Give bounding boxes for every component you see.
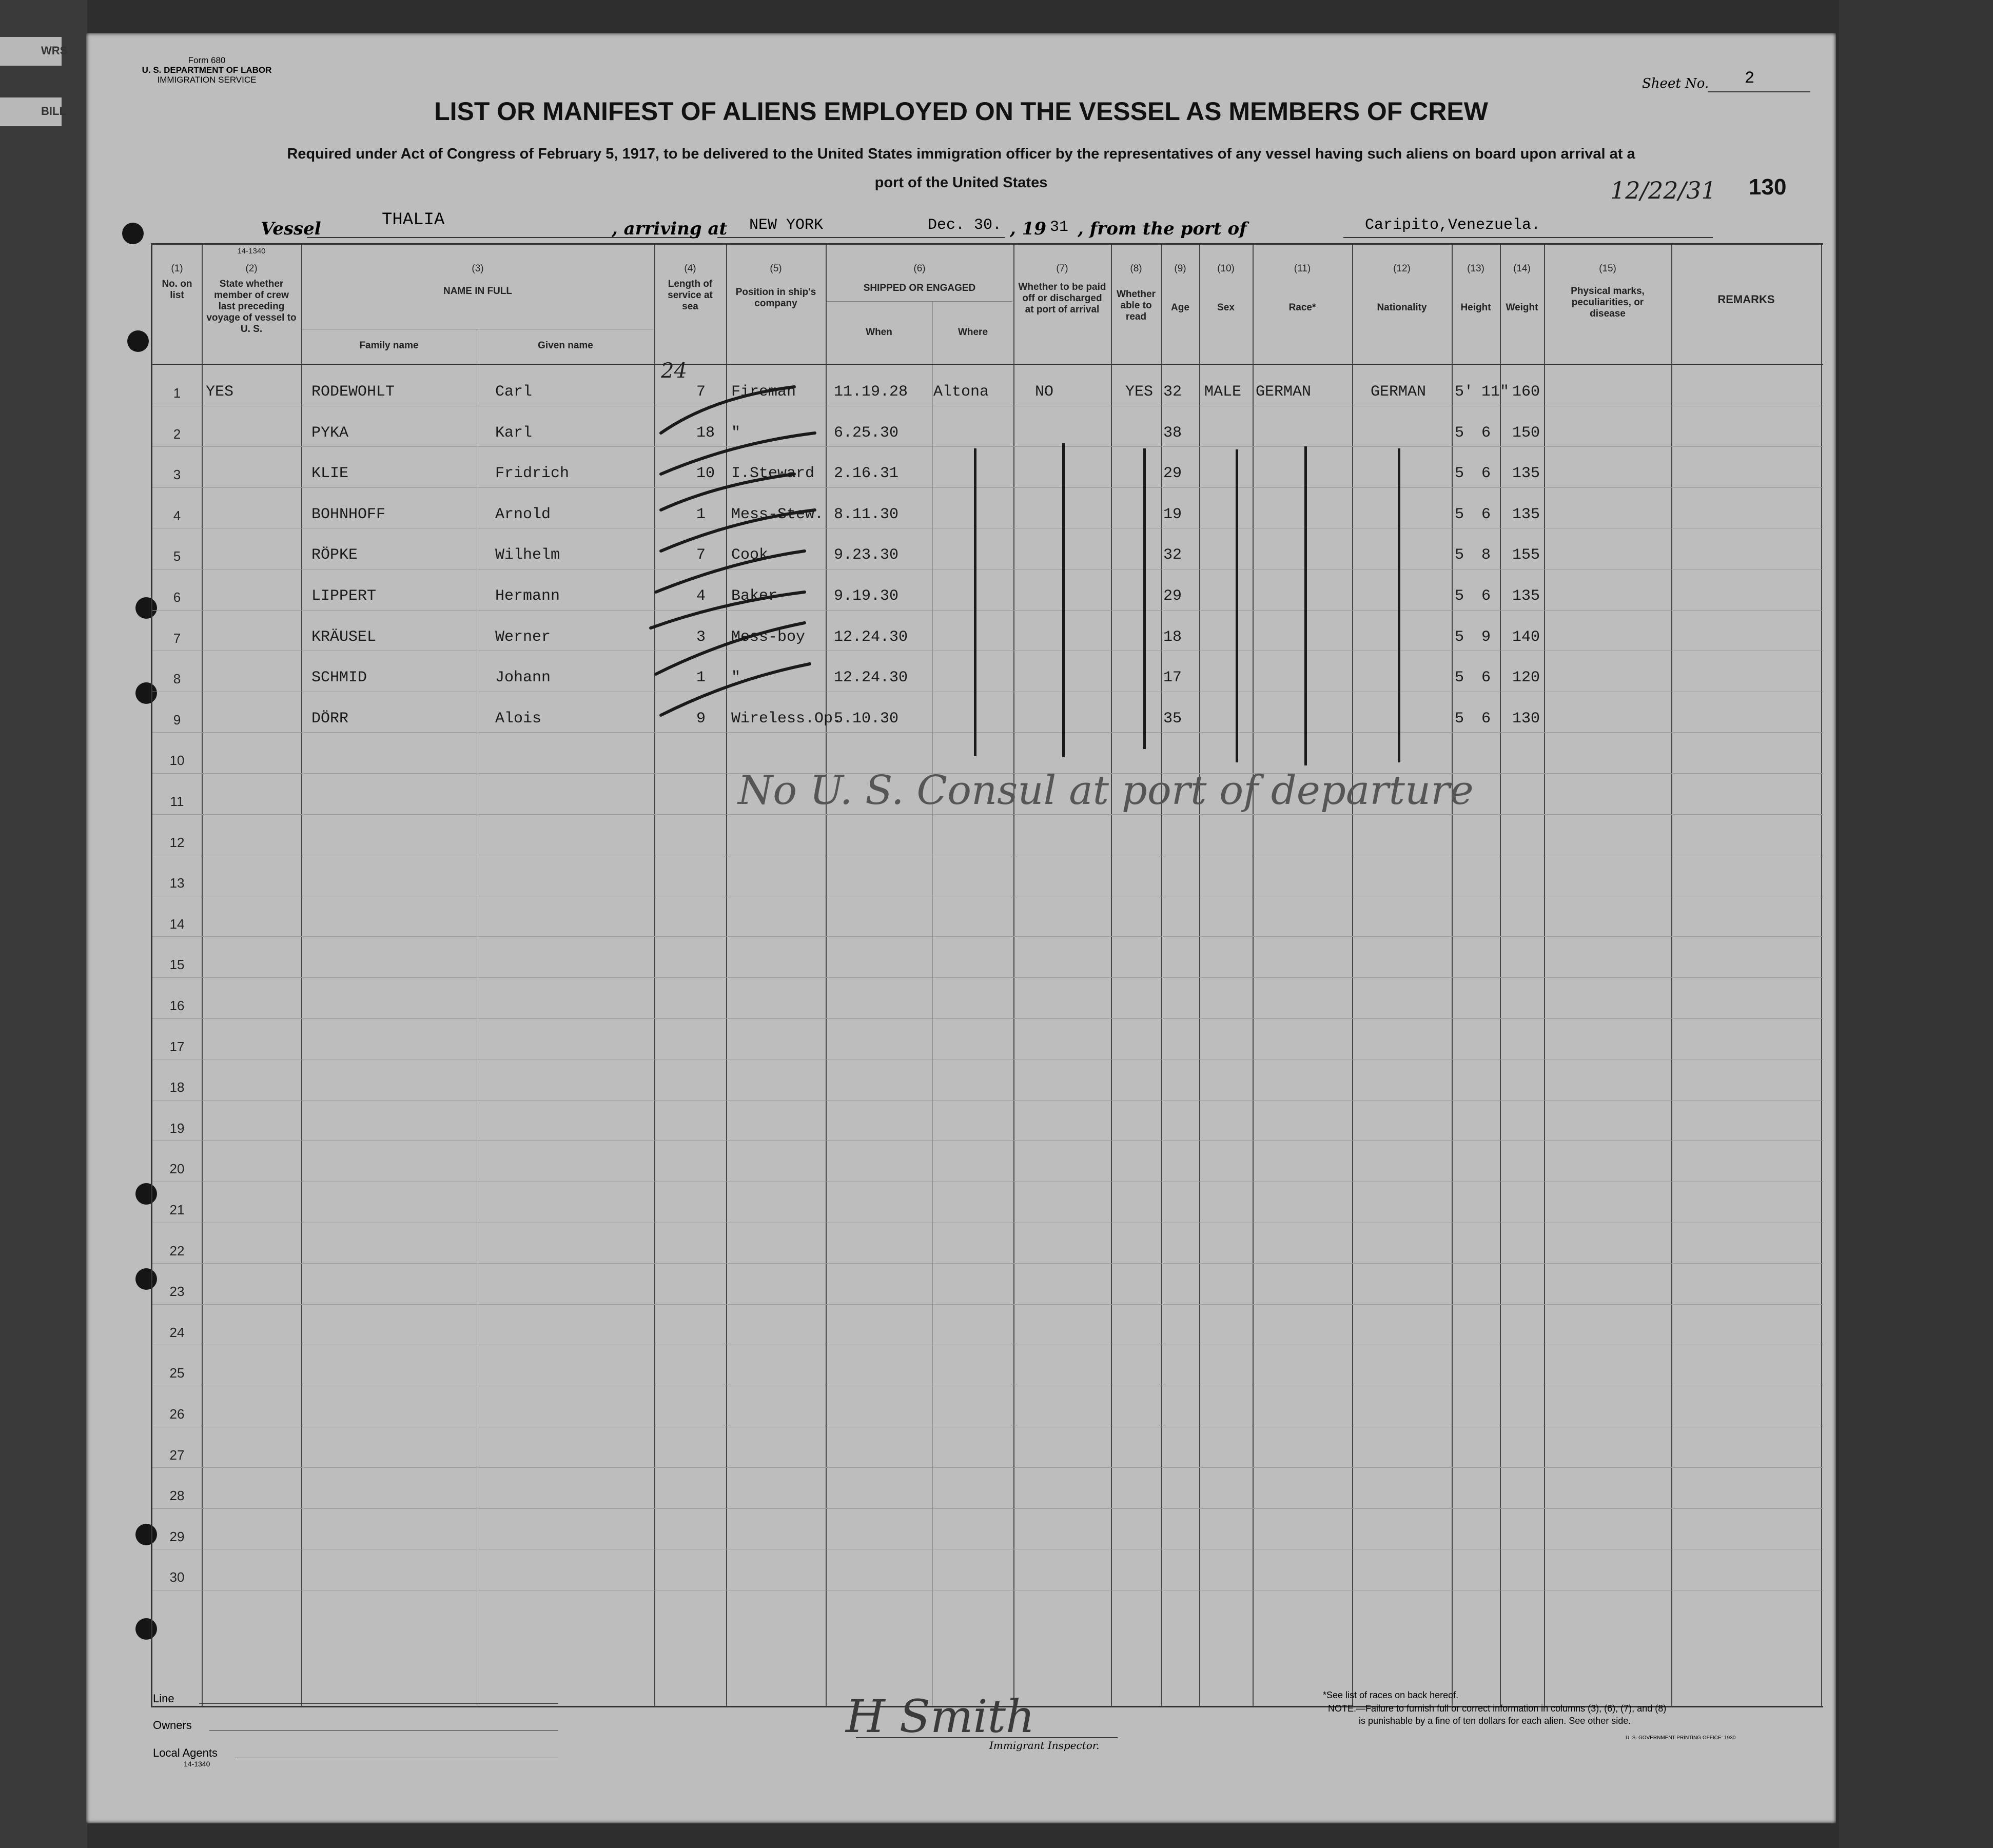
row-number: 8 xyxy=(173,671,181,687)
cell-height-ft: 5 xyxy=(1455,424,1464,442)
col2-header: State whether member of crew last preceding voyage of vessel to U. S. xyxy=(206,279,297,335)
cell-height-ft: 5 xyxy=(1455,587,1464,605)
vessel-label: Vessel xyxy=(261,219,321,239)
row-number: 23 xyxy=(169,1284,185,1300)
signature-underline xyxy=(856,1737,1118,1738)
races-note: *See list of races on back hereof. xyxy=(1323,1690,1459,1700)
form-number: Form 680 xyxy=(188,55,226,65)
cell-service: 4 xyxy=(696,587,706,605)
nationality-header: Nationality xyxy=(1377,302,1427,313)
col8-num: (8) xyxy=(1130,263,1142,274)
side-stub-1: WRS xyxy=(0,37,62,66)
cell-given: Wilhelm xyxy=(495,546,560,564)
cell-family: RODEWOHLT xyxy=(311,383,395,401)
arrival-date: Dec. 30. xyxy=(928,217,1002,234)
cell-family: KRÄUSEL xyxy=(311,628,377,646)
ditto-line-race xyxy=(1304,446,1307,765)
cell-height-in: 6 xyxy=(1481,424,1491,442)
cell-when: 11.19.28 xyxy=(834,383,908,401)
cell-height-ft: 5 xyxy=(1455,710,1464,728)
cell-height-in: 11" xyxy=(1481,383,1510,401)
line-label: Line xyxy=(153,1692,174,1705)
cell-family: RÖPKE xyxy=(311,546,358,564)
cell-position: Mess-boy xyxy=(731,628,806,646)
scan-right-margin xyxy=(1839,0,1993,1848)
cell-service: 1 xyxy=(696,669,706,687)
col7-header: Whether to be paid off or discharged at port of arrival xyxy=(1018,282,1106,315)
row-number: 27 xyxy=(169,1447,185,1463)
cell-height-ft: 5 xyxy=(1455,465,1464,483)
col13-num: (13) xyxy=(1467,263,1484,274)
row-rule xyxy=(152,610,1823,611)
sheet-label: Sheet No. xyxy=(1642,76,1709,91)
arrival-port: NEW YORK xyxy=(749,217,824,234)
row-number: 30 xyxy=(169,1569,185,1585)
side-stub-2: BILL xyxy=(0,97,62,126)
cell-age: 35 xyxy=(1163,710,1182,728)
owners-underline xyxy=(209,1730,558,1731)
cell-age: 32 xyxy=(1163,546,1182,564)
cell-service: 1 xyxy=(696,505,706,523)
col5-header: Position in ship's company xyxy=(735,287,816,309)
scan-left-margin xyxy=(0,0,87,1848)
row-number: 4 xyxy=(173,507,181,523)
cell-read: YES xyxy=(1125,383,1154,401)
cell-weight: 130 xyxy=(1512,710,1540,728)
cell-when: 12.24.30 xyxy=(834,628,908,646)
handwritten-note: No U. S. Consul at port of departure xyxy=(738,768,1474,814)
sheet-underline xyxy=(1708,91,1810,92)
col3-header: NAME IN FULL xyxy=(443,286,513,297)
printer-mark: U. S. GOVERNMENT PRINTING OFFICE: 1930 xyxy=(1626,1735,1736,1741)
row-number: 6 xyxy=(173,589,181,605)
col8-header: Whether able to read xyxy=(1117,289,1156,322)
cell-when: 5.10.30 xyxy=(834,710,899,728)
punch-hole xyxy=(127,330,149,352)
check-marks xyxy=(640,366,959,777)
family-name-header: Family name xyxy=(359,340,419,351)
cell-height-in: 6 xyxy=(1481,669,1491,687)
col11-num: (11) xyxy=(1294,263,1311,274)
row-number: 29 xyxy=(169,1528,185,1544)
col6-header: SHIPPED OR ENGAGED xyxy=(863,283,976,293)
cell-given: Alois xyxy=(495,710,542,728)
row-number: 5 xyxy=(173,548,181,564)
ditto-line-nationality xyxy=(1398,448,1400,762)
cell-family: SCHMID xyxy=(311,669,367,687)
line-underline xyxy=(199,1703,558,1704)
cell-sex: MALE xyxy=(1204,383,1242,401)
cell-given: Fridrich xyxy=(495,465,570,483)
cell-where: Altona xyxy=(933,383,989,401)
row-number: 7 xyxy=(173,630,181,646)
cell-given: Johann xyxy=(495,669,551,687)
row-rule xyxy=(152,732,1823,733)
cell-height-ft: 5 xyxy=(1455,505,1464,523)
row-rule xyxy=(152,936,1823,937)
cell-weight: 140 xyxy=(1512,628,1540,646)
cell-when: 9.23.30 xyxy=(834,546,899,564)
cell-height-ft: 5 xyxy=(1455,628,1464,646)
row-rule xyxy=(152,1018,1823,1019)
cell-age: 38 xyxy=(1163,424,1182,442)
row-number: 25 xyxy=(169,1365,185,1381)
given-name-header: Given name xyxy=(538,340,593,351)
race-header: Race* xyxy=(1288,302,1316,313)
year-suffix: 31 xyxy=(1050,219,1069,236)
cell-weight: 135 xyxy=(1512,465,1540,483)
cell-age: 19 xyxy=(1163,505,1182,523)
sex-header: Sex xyxy=(1217,302,1235,313)
punch-hole xyxy=(122,223,144,244)
where-header: Where xyxy=(958,327,988,338)
shipped-subheader-rule xyxy=(827,301,1012,302)
row-rule xyxy=(152,814,1823,815)
row-rule xyxy=(152,487,1823,488)
col15-num: (15) xyxy=(1599,263,1616,274)
col15-header: Physical marks, peculiarities, or disease xyxy=(1571,286,1645,319)
cell-weight: 135 xyxy=(1512,505,1540,523)
cell-height-in: 9 xyxy=(1481,628,1491,646)
inspector-signature: H Smith xyxy=(846,1690,1035,1743)
cell-when: 8.11.30 xyxy=(834,505,899,523)
cell-age: 29 xyxy=(1163,587,1182,605)
row-number: 13 xyxy=(169,875,185,891)
cell-family: LIPPERT xyxy=(311,587,377,605)
ditto-line-sex xyxy=(1236,449,1238,762)
owners-label: Owners xyxy=(153,1719,192,1732)
inspector-label: Immigrant Inspector. xyxy=(989,1739,1100,1752)
form-id-block xyxy=(86,55,327,85)
cell-when: 6.25.30 xyxy=(834,424,899,442)
row-number: 10 xyxy=(169,753,185,769)
arriving-label: , arriving at xyxy=(612,219,728,239)
cell-weight: 155 xyxy=(1512,546,1540,564)
row-number: 16 xyxy=(169,998,185,1013)
cell-service: 3 xyxy=(696,628,706,646)
col2-code: 14-1340 xyxy=(237,247,266,255)
when-header: When xyxy=(866,327,892,338)
cell-when: 2.16.31 xyxy=(834,465,899,483)
port-underline xyxy=(717,237,1005,238)
col2-num: (2) xyxy=(245,263,258,274)
subtitle-line-1: Required under Act of Congress of February 5, 1917, to be delivered to the United States immigration officer by the representatives of any vessel having such aliens on board upon arrival at a xyxy=(287,146,1635,162)
row-number: 24 xyxy=(169,1324,185,1340)
cell-family: BOHNHOFF xyxy=(311,505,386,523)
row-number: 20 xyxy=(169,1161,185,1177)
cell-position: Cook xyxy=(731,546,769,564)
col12-num: (12) xyxy=(1393,263,1411,274)
cell-age: 29 xyxy=(1163,465,1182,483)
cell-height-in: 8 xyxy=(1481,546,1491,564)
department-label: U. S. DEPARTMENT OF LABOR xyxy=(142,65,272,75)
stamp-date: 12/22/31 xyxy=(1610,176,1716,204)
local-agents-label: Local Agents xyxy=(153,1746,218,1759)
col10-num: (10) xyxy=(1217,263,1235,274)
cell-given: Hermann xyxy=(495,587,560,605)
cell-nationality: GERMAN xyxy=(1371,383,1427,401)
height-header: Height xyxy=(1460,302,1491,313)
row-number: 1 xyxy=(173,385,181,401)
cell-position: " xyxy=(731,669,741,687)
cell-given: Carl xyxy=(495,383,533,401)
penalty-note-1: NOTE.—Failure to furnish full or correct information in columns (3), (6), (7), and (8) xyxy=(1328,1703,1667,1714)
row-number: 18 xyxy=(169,1079,185,1095)
cell-when: 12.24.30 xyxy=(834,669,908,687)
subtitle-line-2: port of the United States xyxy=(874,174,1048,191)
col1-header: No. on list xyxy=(162,279,192,301)
row-number: 3 xyxy=(173,467,181,483)
cell-position: Mess-Stew. xyxy=(731,505,824,523)
cell-height-in: 6 xyxy=(1481,465,1491,483)
cell-age: 17 xyxy=(1163,669,1182,687)
manifest-page xyxy=(86,33,1836,1823)
row-number: 14 xyxy=(169,916,185,932)
cell-height-in: 6 xyxy=(1481,710,1491,728)
row-number: 2 xyxy=(173,426,181,442)
from-port-label: , from the port of xyxy=(1078,219,1247,239)
row-rule xyxy=(152,977,1823,978)
row-rule xyxy=(152,1304,1823,1305)
row-rule xyxy=(152,1263,1823,1264)
row-rule xyxy=(152,446,1823,447)
row-rule xyxy=(152,1508,1823,1509)
page-title: LIST OR MANIFEST OF ALIENS EMPLOYED ON THE VESSEL AS MEMBERS OF CREW xyxy=(434,97,1488,126)
col5-num: (5) xyxy=(770,263,782,274)
remarks-header: REMARKS xyxy=(1717,293,1775,306)
ditto-line-where xyxy=(974,448,976,756)
col3-num: (3) xyxy=(472,263,484,274)
cell-height-ft: 5' xyxy=(1455,383,1474,401)
col4-header: Length of service at sea xyxy=(668,279,713,312)
row-number: 21 xyxy=(169,1202,185,1217)
cell-when: 9.19.30 xyxy=(834,587,899,605)
cell-age: 32 xyxy=(1163,383,1182,401)
ditto-line-paid-off xyxy=(1062,443,1065,757)
cell-given: Karl xyxy=(495,424,533,442)
manifest-table xyxy=(151,243,1823,1707)
cell-position: Wireless.Op. xyxy=(731,710,843,728)
cell-weight: 120 xyxy=(1512,669,1540,687)
col9-num: (9) xyxy=(1174,263,1186,274)
cell-prev: YES xyxy=(206,383,234,401)
service-label: IMMIGRATION SERVICE xyxy=(157,75,257,85)
cell-family: KLIE xyxy=(311,465,349,483)
departure-port: Caripito,Venezuela. xyxy=(1365,217,1541,234)
row-number: 26 xyxy=(169,1406,185,1422)
age-header: Age xyxy=(1171,302,1189,313)
col14-num: (14) xyxy=(1513,263,1531,274)
row-number: 19 xyxy=(169,1120,185,1136)
row-number: 22 xyxy=(169,1243,185,1259)
cell-weight: 150 xyxy=(1512,424,1540,442)
cell-weight: 160 xyxy=(1512,383,1540,401)
col4-num: (4) xyxy=(684,263,696,274)
cell-service: 9 xyxy=(696,710,706,728)
local-agents-code: 14-1340 xyxy=(184,1760,210,1768)
weight-header: Weight xyxy=(1506,302,1538,313)
row-number: 15 xyxy=(169,957,185,973)
cell-service: 18 xyxy=(696,424,715,442)
cell-given: Werner xyxy=(495,628,551,646)
sheet-number: 2 xyxy=(1745,69,1755,88)
table-body xyxy=(152,365,1823,1706)
year-prefix: , 19 xyxy=(1010,219,1046,239)
cell-height-in: 6 xyxy=(1481,587,1491,605)
vessel-name: THALIA xyxy=(382,210,445,230)
col6-num: (6) xyxy=(913,263,926,274)
cell-race: GERMAN xyxy=(1256,383,1312,401)
service-annotation: 24 xyxy=(661,359,687,383)
cell-service: 7 xyxy=(696,546,706,564)
col7-num: (7) xyxy=(1056,263,1068,274)
cell-position: " xyxy=(731,424,741,442)
cell-position: I.Steward xyxy=(731,465,815,483)
cell-paid-off: NO xyxy=(1035,383,1054,401)
row-number: 17 xyxy=(169,1038,185,1054)
cell-position: Baker xyxy=(731,587,778,605)
row-number: 28 xyxy=(169,1488,185,1504)
row-number: 12 xyxy=(169,834,185,850)
col1-num: (1) xyxy=(171,263,183,274)
cell-position: Fireman xyxy=(731,383,796,401)
cell-weight: 135 xyxy=(1512,587,1540,605)
from-port-underline xyxy=(1343,237,1713,238)
cell-given: Arnold xyxy=(495,505,551,523)
penalty-note-2: is punishable by a fine of ten dollars for each alien. See other side. xyxy=(1359,1716,1631,1726)
cell-family: PYKA xyxy=(311,424,349,442)
row-rule xyxy=(152,1467,1823,1468)
row-number: 9 xyxy=(173,712,181,728)
page-number: 130 xyxy=(1749,174,1787,200)
cell-family: DÖRR xyxy=(311,710,349,728)
cell-service: 7 xyxy=(696,383,706,401)
cell-height-in: 6 xyxy=(1481,505,1491,523)
cell-age: 18 xyxy=(1163,628,1182,646)
cell-height-ft: 5 xyxy=(1455,669,1464,687)
ditto-line-read xyxy=(1143,448,1146,749)
row-number: 11 xyxy=(170,794,184,809)
cell-service: 10 xyxy=(696,465,715,483)
cell-height-ft: 5 xyxy=(1455,546,1464,564)
